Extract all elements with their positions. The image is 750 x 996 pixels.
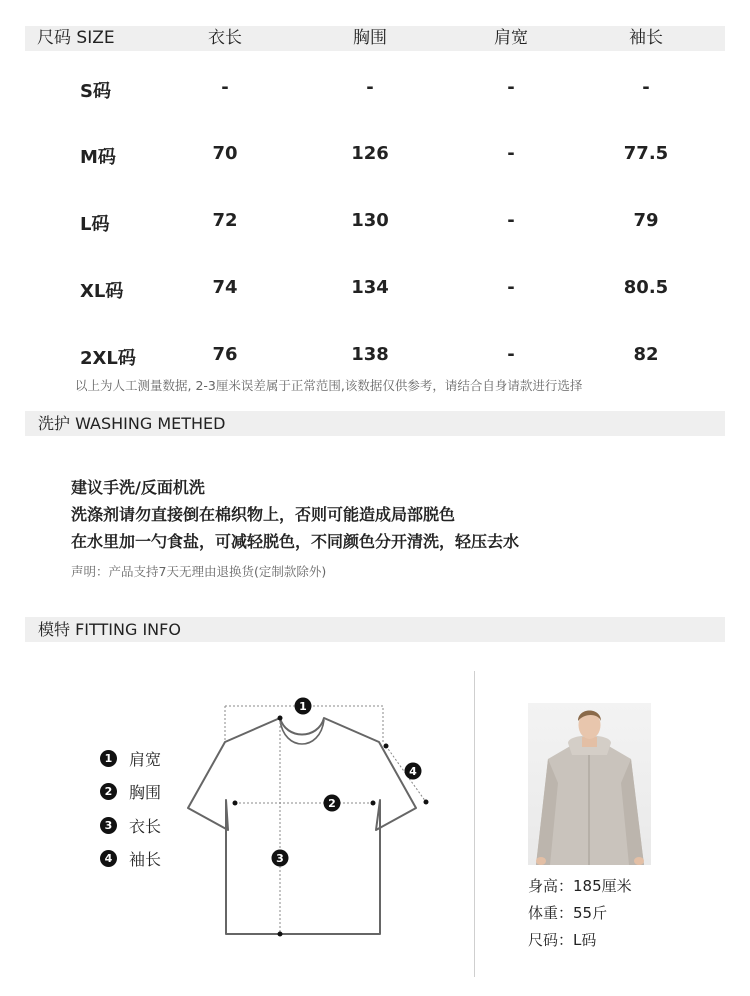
row-size: 2XL码	[80, 348, 136, 369]
legend-label: 衣长	[129, 817, 162, 836]
washing-line: 在水里加一勺食盐，可减轻脱色，不同颜色分开清洗，轻压去水	[71, 532, 520, 551]
model-size: 尺码：L码	[528, 931, 597, 949]
legend-label: 胸围	[129, 783, 162, 802]
legend-number: 4	[100, 850, 117, 867]
washing-note: 声明：产品支持7天无理由退换货(定制款除外)	[71, 564, 327, 579]
legend-number: 3	[100, 817, 117, 834]
svg-text:1: 1	[299, 700, 307, 713]
header-shoulder: 肩宽	[494, 28, 528, 48]
washing-line: 洗涤剂请勿直接倒在棉织物上，否则可能造成局部脱色	[71, 505, 456, 524]
tshirt-outline	[188, 718, 416, 934]
row-sleeve: 77.5	[623, 143, 669, 164]
row-size: XL码	[80, 281, 124, 302]
legend-number: 1	[100, 750, 117, 767]
row-chest: -	[366, 77, 374, 98]
svg-text:2: 2	[328, 797, 336, 810]
row-sleeve: 79	[633, 210, 659, 231]
legend-label: 袖长	[129, 850, 162, 869]
row-shoulder: -	[507, 344, 515, 365]
fitting-title: 模特 FITTING INFO	[38, 620, 181, 639]
diagram-marker-4	[405, 763, 422, 780]
diagram-marker-3	[272, 850, 289, 867]
row-chest: 130	[351, 210, 389, 231]
row-sleeve: 82	[633, 344, 659, 365]
model-photo	[528, 703, 651, 865]
section-divider	[474, 671, 475, 977]
row-sleeve: -	[642, 77, 650, 98]
diagram-marker-2	[324, 795, 341, 812]
legend-item-length	[100, 814, 161, 837]
legend-item-chest	[100, 780, 161, 803]
model-weight: 体重：55斤	[528, 904, 608, 922]
row-length: 72	[212, 210, 238, 231]
row-shoulder: -	[507, 210, 515, 231]
fitting-section-header	[25, 617, 725, 642]
row-chest: 126	[351, 143, 389, 164]
size-table-header	[25, 26, 725, 51]
legend-item-shoulder	[100, 747, 161, 770]
svg-text:3: 3	[276, 852, 284, 865]
diagram-marker-1	[295, 698, 312, 715]
row-chest: 138	[351, 344, 389, 365]
legend-item-sleeve	[100, 847, 161, 870]
model-height: 身高：185厘米	[528, 877, 632, 895]
row-shoulder: -	[507, 277, 515, 298]
tshirt-measurement-diagram	[180, 690, 440, 940]
header-sleeve: 袖长	[629, 28, 663, 48]
row-size: M码	[80, 147, 116, 168]
header-length: 衣长	[208, 28, 242, 48]
washing-line: 建议手洗/反面机洗	[71, 478, 205, 497]
legend-number: 2	[100, 783, 117, 800]
header-chest: 胸围	[353, 28, 387, 48]
row-size: L码	[80, 214, 110, 235]
header-size: 尺码 SIZE	[37, 28, 115, 48]
row-sleeve: 80.5	[623, 277, 669, 298]
washing-title: 洗护 WASHING METHED	[38, 414, 226, 433]
row-length: -	[221, 77, 229, 98]
svg-text:4: 4	[409, 765, 417, 778]
row-size: S码	[80, 81, 111, 102]
row-length: 76	[212, 344, 238, 365]
row-shoulder: -	[507, 143, 515, 164]
tshirt-collar	[280, 720, 324, 744]
size-table-note: 以上为人工测量数据, 2-3厘米误差属于正常范围,该数据仅供参考，请结合自身请款进行选择	[75, 378, 583, 393]
washing-section-header	[25, 411, 725, 436]
row-length: 74	[212, 277, 238, 298]
row-length: 70	[212, 143, 238, 164]
legend-label: 肩宽	[129, 750, 162, 769]
model-figure-illustration	[528, 703, 651, 865]
row-shoulder: -	[507, 77, 515, 98]
row-chest: 134	[351, 277, 389, 298]
